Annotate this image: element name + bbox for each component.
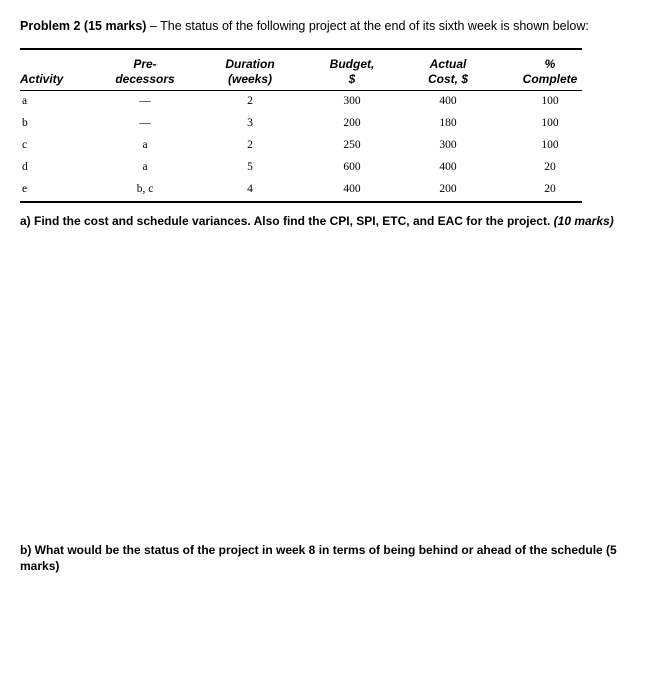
table-header-rule — [20, 90, 582, 91]
question-b: b) What would be the status of the project in week 8 in terms of being behind or ahead of the schedule (5 marks) — [20, 543, 617, 573]
table-bottom-rule — [20, 201, 582, 203]
table-top-rule — [20, 48, 582, 50]
question-a-marks: (10 marks) — [553, 214, 614, 228]
cell-complete: 100 — [541, 95, 559, 107]
cell-actual-cost: 180 — [439, 117, 457, 129]
cell-complete: 100 — [541, 139, 559, 151]
cell-predecessors: a — [142, 161, 148, 173]
cell-complete: 20 — [544, 183, 556, 195]
cell-predecessors: b, c — [136, 183, 154, 195]
cell-activity: e — [22, 183, 28, 195]
question-a — [20, 213, 630, 229]
header-actual-cost: Actual Cost, $ — [427, 57, 468, 86]
header-activity: Activity — [20, 72, 64, 86]
header-duration: Duration (weeks) — [225, 57, 275, 86]
cell-activity: a — [22, 95, 28, 107]
cell-duration: 2 — [247, 95, 253, 107]
cell-budget: 250 — [343, 139, 361, 151]
cell-budget: 400 — [343, 183, 361, 195]
cell-activity: c — [22, 139, 28, 151]
cell-actual-cost: 400 — [439, 161, 457, 173]
cell-complete: 20 — [544, 161, 556, 173]
cell-budget: 600 — [343, 161, 361, 173]
header-budget: Budget, $ — [329, 57, 375, 86]
cell-duration: 5 — [247, 161, 253, 173]
cell-actual-cost: 300 — [439, 139, 457, 151]
header-predecessors: Pre- decessors — [115, 57, 175, 86]
cell-actual-cost: 200 — [439, 183, 457, 195]
header-complete: % Complete — [522, 57, 578, 86]
cell-activity: d — [22, 161, 28, 173]
cell-budget: 300 — [343, 95, 361, 107]
cell-duration: 4 — [247, 183, 253, 195]
question-a-text: a) Find the cost and schedule variances. Also find the CPI, SPI, ETC, and EAC for the project. — [20, 214, 554, 228]
cell-predecessors: — — [139, 117, 151, 129]
cell-predecessors: a — [142, 139, 148, 151]
problem-statement — [20, 19, 589, 33]
problem-text: – The status of the following project at the end of its sixth week is shown below: — [146, 19, 589, 33]
cell-complete: 100 — [541, 117, 559, 129]
cell-actual-cost: 400 — [439, 95, 457, 107]
problem-label: Problem 2 (15 marks) — [20, 19, 147, 33]
cell-duration: 2 — [247, 139, 253, 151]
cell-duration: 3 — [247, 117, 253, 129]
cell-budget: 200 — [343, 117, 361, 129]
cell-predecessors: — — [139, 95, 151, 107]
cell-activity: b — [22, 117, 28, 129]
